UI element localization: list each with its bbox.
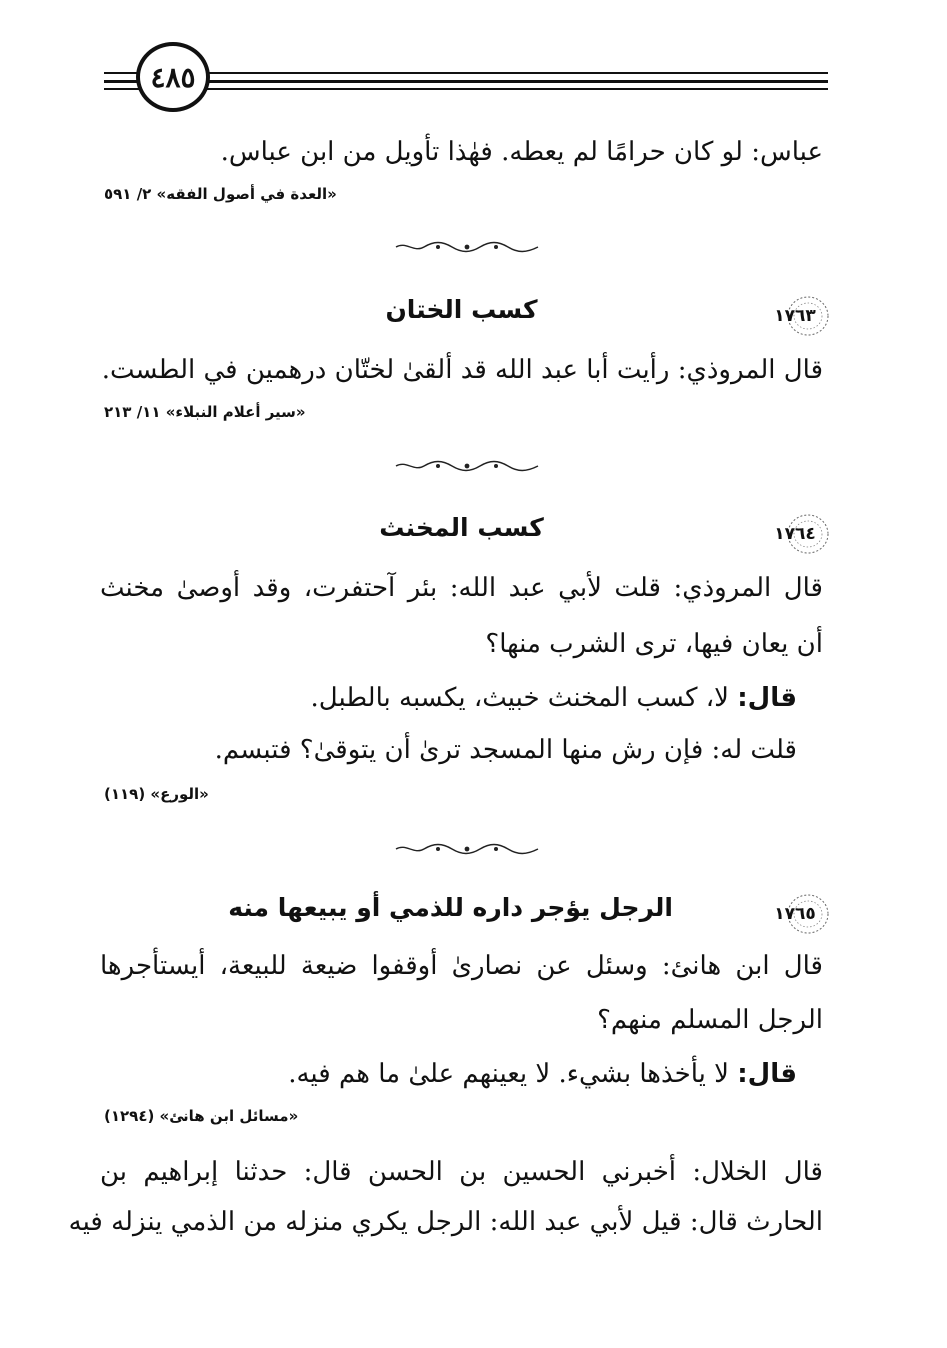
paragraph-line: أن يعان فيها، ترى الشرب منها؟	[485, 629, 823, 659]
speaker-lead: قال:	[737, 683, 797, 713]
paragraph-line: الرجل المسلم منهم؟	[597, 1005, 823, 1035]
citation: «سير أعلام النبلاء» ١١/ ٢١٣	[104, 403, 306, 421]
citation: «العدة في أصول الفقه» ٢/ ٥٩١	[104, 185, 337, 203]
ornament-divider	[394, 842, 540, 856]
paragraph-line: قلت له: فإن رش منها المسجد ترىٰ أن يتوقىٰ؟ فتبسم.	[214, 735, 797, 765]
paragraph-line: الحارث قال: قيل لأبي عبد الله: الرجل يكري منزله من الذمي ينزله فيه	[68, 1207, 823, 1237]
ornament-divider	[394, 240, 540, 254]
section-title: الرجل يؤجر داره للذمي أو يبيعها منه	[228, 893, 673, 922]
entry-number: ١٧٦٤	[774, 524, 816, 544]
paragraph-line: قال المروذي: قلت لأبي عبد الله: بئر آحتفرت، وقد أوصىٰ مخنث	[100, 573, 823, 603]
header-rule	[104, 88, 828, 90]
entry-number: ١٧٦٥	[774, 904, 816, 924]
header-rule	[104, 72, 828, 74]
paragraph-line: قال المروذي: رأيت أبا عبد الله قد ألقىٰ لختّان درهمين في الطست.	[101, 355, 823, 385]
section-title: كسب الختان	[385, 295, 538, 324]
entry-number: ١٧٦٣	[774, 306, 816, 326]
citation: «مسائل ابن هانئ» (١٢٩٤)	[104, 1107, 299, 1125]
speaker-lead: قال:	[737, 1059, 797, 1089]
ornament-divider	[394, 459, 540, 473]
section-title: كسب المخنث	[379, 513, 544, 542]
citation: «الورع» (١١٩)	[104, 785, 209, 803]
paragraph-line: قال: لا يأخذها بشيء. لا يعينهم علىٰ ما هم فيه.	[288, 1059, 797, 1089]
paragraph-line: قال ابن هانئ: وسئل عن نصارىٰ أوقفوا ضيعة للبيعة، أيستأجرها	[100, 951, 823, 981]
page-number: ٤٨٥	[136, 42, 210, 112]
paragraph-line: عباس: لو كان حرامًا لم يعطه. فهٰذا تأويل من ابن عباس.	[220, 137, 823, 167]
paragraph-line: قال: لا، كسب المخنث خبيث، يكسبه بالطبل.	[310, 683, 797, 713]
paragraph-line: قال الخلال: أخبرني الحسين بن الحسن قال: حدثنا إبراهيم بن	[100, 1157, 823, 1187]
header-rule	[104, 80, 828, 83]
